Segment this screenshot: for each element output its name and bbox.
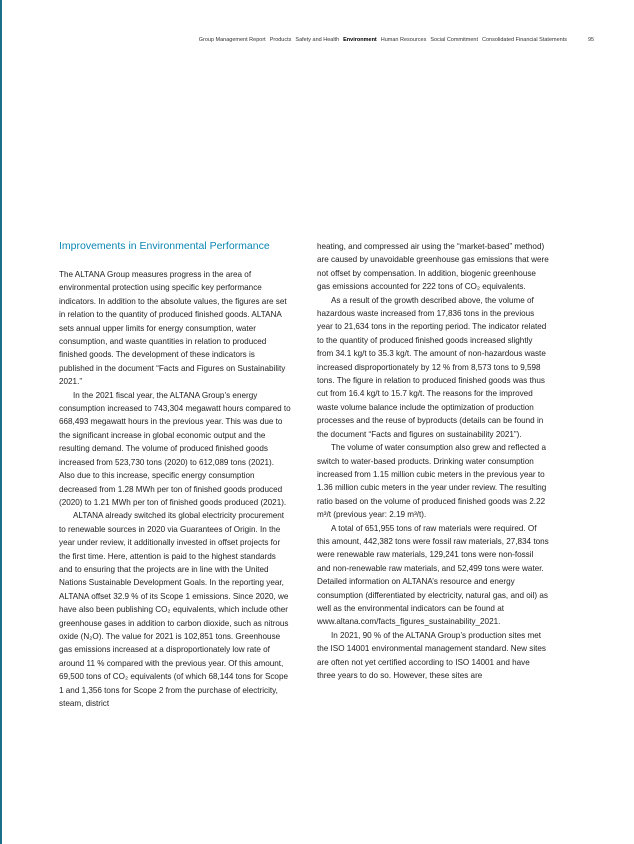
paragraph: ALTANA already switched its global electricity procurement to renewable sources in 2020 via Guarantees of Origin. In the year under review, it additionally invested in offset projects for the first time. Here, attention is paid to the highest standards and to ensuring that the projects are in line with the United Nations Sustainable Development Goals. In the reporting year, ALTANA offset 32.9 % of its Scope 1 emissions. Since 2020, we have also been publishing CO₂ equivalents, which include other greenhouse gases in addition to carbon dioxide, such as nitrous oxide (N₂O). The value for 2021 is 102,851 tons. Greenhouse gas emissions increased at a disproportionately low rate of around 11 % compared with the previous year. Of this amount, 69,500 tons of CO₂ equivalents (of which 68,144 tons for Scope 1 and 1,356 tons for Scope 2 from the purchase of electricity, steam, district xyxy=(59,511,289,708)
paragraph: In 2021, 90 % of the ALTANA Group’s production sites met the ISO 14001 environmental management standard. New sites are often not yet certified according to ISO 14001 and have three years to do so. However, these sites are xyxy=(317,630,546,680)
paragraph: In the 2021 fiscal year, the ALTANA Group’s energy consumption increased to 743,304 megawatt hours compared to 668,493 megawatt hours in the previous year. This was due to the significant increase in global economic output and the resulting demand. The volume of produced finished goods increased from 523,730 tons (2020) to 612,089 tons (2021). Also due to this increase, specific energy consumption decreased from 1.28 MWh per ton of finished goods produced (2020) to 1.21 MWh per ton of finished goods produced (2021). xyxy=(59,390,291,507)
paragraph: The volume of water consumption also grew and reflected a switch to water-based products. Drinking water consumption increased from 1.15 million cubic meters in the previous year to 1.36 million cubic meters in the year under review. The resulting ratio based on the volume of produced finished goods was 2.22 m³/t (previous year: 2.19 m³/t). xyxy=(317,443,547,520)
section-heading: Improvements in Environmental Performance xyxy=(59,240,270,252)
nav-item-social-commitment[interactable]: Social Commitment xyxy=(430,37,478,43)
page-number: 95 xyxy=(588,37,595,43)
left-column xyxy=(59,240,291,710)
paragraph: The ALTANA Group measures progress in the area of environmental protection using specific key performance indicators. In addition to the absolute values, the figures are set in relation to the quantity of produced finished goods. ALTANA sets annual upper limits for energy consumption, water consumption, and waste quantities in relation to produced finished goods. The development of these indicators is published in the document “Facts and Figures on Sustainability 2021.” xyxy=(59,270,287,387)
nav-item-consolidated-financial-statements[interactable]: Consolidated Financial Statements xyxy=(482,37,567,43)
page-edge-bar xyxy=(0,0,2,844)
paragraph: heating, and compressed air using the “market-based” method) are caused by unavoidable greenhouse gas emissions that were not offset by compensation. In addition, biogenic greenhouse gas emissions accounted for 222 tons of CO₂ equivalents. xyxy=(317,242,549,292)
nav-item-group-management-report[interactable]: Group Management Report xyxy=(198,37,266,43)
top-navigation xyxy=(0,37,567,43)
nav-item-human-resources[interactable]: Human Resources xyxy=(380,37,427,43)
paragraph: As a result of the growth described above, the volume of hazardous waste increased from 17,836 tons in the previous year to 21,634 tons in the reporting period. The indicator related to the quantity of produced finished goods increased slightly from 34.1 kg/t to 35.3 kg/t. The amount of non-hazardous waste increased disproportionately by 12 % from 8,573 tons to 9,598 tons. The figure in relation to produced finished goods was thus cut from 16.4 kg/t to 15.7 kg/t. The reasons for the improved waste volume balance include the optimization of production processes and the reuse of byproducts (details can be found in the document “Facts and figures on sustainability 2021”). xyxy=(317,295,547,439)
nav-item-products[interactable]: Products xyxy=(269,37,292,43)
nav-item-environment[interactable]: Environment xyxy=(343,37,377,43)
paragraph: A total of 651,955 tons of raw materials were required. Of this amount, 442,382 tons were fossil raw materials, 27,834 tons were renewable raw materials, 129,241 tons were non-fossil and non-renewable raw materials, and 52,499 tons were water. Detailed information on ALTANA’s resource and energy consumption (differentiated by electricity, natural gas, and oil) as well as the environmental indicators can be found at www.altana.com/facts_figures_sustainability_2021. xyxy=(317,523,549,627)
right-column xyxy=(317,240,549,682)
nav-item-safety-and-health[interactable]: Safety and Health xyxy=(295,37,340,43)
